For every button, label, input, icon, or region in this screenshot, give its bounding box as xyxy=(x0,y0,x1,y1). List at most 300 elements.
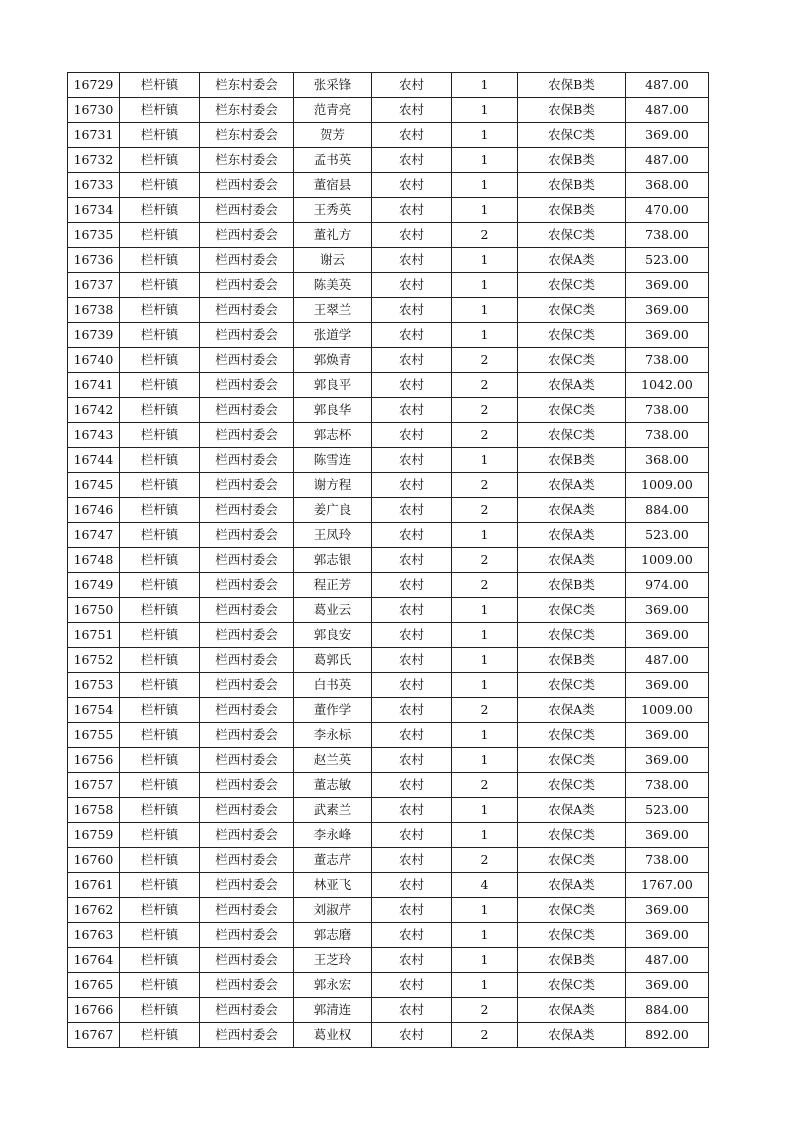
name-cell: 郭良平 xyxy=(294,373,372,398)
insurance-category-cell: 农保C类 xyxy=(518,598,626,623)
amount-cell: 487.00 xyxy=(626,73,709,98)
table-row xyxy=(68,848,709,873)
member-count-cell: 1 xyxy=(452,623,518,648)
table-row xyxy=(68,323,709,348)
household-type-cell: 农村 xyxy=(372,623,452,648)
household-type-cell: 农村 xyxy=(372,823,452,848)
village-committee-cell: 栏西村委会 xyxy=(200,273,294,298)
record-number-cell: 16737 xyxy=(68,273,120,298)
name-cell: 林亚飞 xyxy=(294,873,372,898)
record-number-cell: 16745 xyxy=(68,473,120,498)
town-cell: 栏杆镇 xyxy=(120,598,200,623)
town-cell: 栏杆镇 xyxy=(120,973,200,998)
record-number-cell: 16760 xyxy=(68,848,120,873)
town-cell: 栏杆镇 xyxy=(120,123,200,148)
table-row xyxy=(68,648,709,673)
member-count-cell: 1 xyxy=(452,73,518,98)
table-row xyxy=(68,973,709,998)
amount-cell: 487.00 xyxy=(626,648,709,673)
record-number-cell: 16738 xyxy=(68,298,120,323)
table-row xyxy=(68,698,709,723)
household-type-cell: 农村 xyxy=(372,123,452,148)
town-cell: 栏杆镇 xyxy=(120,848,200,873)
record-number-cell: 16767 xyxy=(68,1023,120,1048)
name-cell: 谢云 xyxy=(294,248,372,273)
insurance-category-cell: 农保C类 xyxy=(518,298,626,323)
insurance-category-cell: 农保A类 xyxy=(518,998,626,1023)
table-row xyxy=(68,248,709,273)
town-cell: 栏杆镇 xyxy=(120,1023,200,1048)
name-cell: 姜广良 xyxy=(294,498,372,523)
name-cell: 陈美英 xyxy=(294,273,372,298)
amount-cell: 523.00 xyxy=(626,798,709,823)
town-cell: 栏杆镇 xyxy=(120,98,200,123)
amount-cell: 1767.00 xyxy=(626,873,709,898)
town-cell: 栏杆镇 xyxy=(120,573,200,598)
town-cell: 栏杆镇 xyxy=(120,548,200,573)
record-number-cell: 16752 xyxy=(68,648,120,673)
amount-cell: 369.00 xyxy=(626,723,709,748)
insurance-category-cell: 农保B类 xyxy=(518,173,626,198)
amount-cell: 368.00 xyxy=(626,448,709,473)
member-count-cell: 1 xyxy=(452,173,518,198)
record-number-cell: 16732 xyxy=(68,148,120,173)
amount-cell: 368.00 xyxy=(626,173,709,198)
member-count-cell: 1 xyxy=(452,823,518,848)
name-cell: 王凤玲 xyxy=(294,523,372,548)
insurance-category-cell: 农保C类 xyxy=(518,673,626,698)
table-row xyxy=(68,498,709,523)
name-cell: 郭焕青 xyxy=(294,348,372,373)
household-type-cell: 农村 xyxy=(372,598,452,623)
household-type-cell: 农村 xyxy=(372,98,452,123)
amount-cell: 738.00 xyxy=(626,423,709,448)
town-cell: 栏杆镇 xyxy=(120,998,200,1023)
member-count-cell: 2 xyxy=(452,773,518,798)
amount-cell: 369.00 xyxy=(626,823,709,848)
record-number-cell: 16753 xyxy=(68,673,120,698)
name-cell: 董礼方 xyxy=(294,223,372,248)
village-committee-cell: 栏西村委会 xyxy=(200,548,294,573)
record-number-cell: 16730 xyxy=(68,98,120,123)
town-cell: 栏杆镇 xyxy=(120,223,200,248)
table-row xyxy=(68,148,709,173)
insurance-category-cell: 农保C类 xyxy=(518,323,626,348)
insurance-category-cell: 农保C类 xyxy=(518,748,626,773)
record-number-cell: 16751 xyxy=(68,623,120,648)
table-row xyxy=(68,448,709,473)
town-cell: 栏杆镇 xyxy=(120,323,200,348)
insurance-category-cell: 农保C类 xyxy=(518,723,626,748)
amount-cell: 369.00 xyxy=(626,973,709,998)
insurance-category-cell: 农保A类 xyxy=(518,798,626,823)
insurance-category-cell: 农保B类 xyxy=(518,448,626,473)
name-cell: 郭志银 xyxy=(294,548,372,573)
village-committee-cell: 栏西村委会 xyxy=(200,648,294,673)
record-number-cell: 16766 xyxy=(68,998,120,1023)
member-count-cell: 1 xyxy=(452,323,518,348)
name-cell: 董志芹 xyxy=(294,848,372,873)
town-cell: 栏杆镇 xyxy=(120,173,200,198)
village-committee-cell: 栏西村委会 xyxy=(200,848,294,873)
name-cell: 武素兰 xyxy=(294,798,372,823)
member-count-cell: 1 xyxy=(452,948,518,973)
household-type-cell: 农村 xyxy=(372,698,452,723)
village-committee-cell: 栏西村委会 xyxy=(200,723,294,748)
amount-cell: 1042.00 xyxy=(626,373,709,398)
amount-cell: 369.00 xyxy=(626,273,709,298)
amount-cell: 884.00 xyxy=(626,998,709,1023)
record-number-cell: 16755 xyxy=(68,723,120,748)
insurance-category-cell: 农保C类 xyxy=(518,923,626,948)
town-cell: 栏杆镇 xyxy=(120,748,200,773)
table-row xyxy=(68,273,709,298)
table-row xyxy=(68,523,709,548)
town-cell: 栏杆镇 xyxy=(120,373,200,398)
town-cell: 栏杆镇 xyxy=(120,498,200,523)
member-count-cell: 1 xyxy=(452,673,518,698)
table-row xyxy=(68,723,709,748)
record-number-cell: 16743 xyxy=(68,423,120,448)
table-row xyxy=(68,548,709,573)
member-count-cell: 1 xyxy=(452,973,518,998)
household-type-cell: 农村 xyxy=(372,848,452,873)
record-number-cell: 16747 xyxy=(68,523,120,548)
member-count-cell: 1 xyxy=(452,523,518,548)
amount-cell: 523.00 xyxy=(626,523,709,548)
household-type-cell: 农村 xyxy=(372,223,452,248)
amount-cell: 738.00 xyxy=(626,773,709,798)
town-cell: 栏杆镇 xyxy=(120,73,200,98)
household-type-cell: 农村 xyxy=(372,873,452,898)
table-row xyxy=(68,198,709,223)
member-count-cell: 2 xyxy=(452,373,518,398)
town-cell: 栏杆镇 xyxy=(120,923,200,948)
name-cell: 李永峰 xyxy=(294,823,372,848)
village-committee-cell: 栏西村委会 xyxy=(200,448,294,473)
amount-cell: 369.00 xyxy=(626,323,709,348)
insurance-category-cell: 农保C类 xyxy=(518,823,626,848)
insurance-category-cell: 农保C类 xyxy=(518,423,626,448)
household-type-cell: 农村 xyxy=(372,523,452,548)
member-count-cell: 4 xyxy=(452,873,518,898)
household-type-cell: 农村 xyxy=(372,173,452,198)
record-number-cell: 16754 xyxy=(68,698,120,723)
household-type-cell: 农村 xyxy=(372,498,452,523)
household-type-cell: 农村 xyxy=(372,273,452,298)
household-type-cell: 农村 xyxy=(372,798,452,823)
town-cell: 栏杆镇 xyxy=(120,648,200,673)
village-committee-cell: 栏东村委会 xyxy=(200,148,294,173)
household-type-cell: 农村 xyxy=(372,148,452,173)
household-type-cell: 农村 xyxy=(372,898,452,923)
insurance-category-cell: 农保C类 xyxy=(518,348,626,373)
household-type-cell: 农村 xyxy=(372,573,452,598)
household-type-cell: 农村 xyxy=(372,473,452,498)
amount-cell: 487.00 xyxy=(626,148,709,173)
amount-cell: 369.00 xyxy=(626,898,709,923)
record-number-cell: 16756 xyxy=(68,748,120,773)
name-cell: 李永标 xyxy=(294,723,372,748)
amount-cell: 738.00 xyxy=(626,223,709,248)
town-cell: 栏杆镇 xyxy=(120,823,200,848)
household-type-cell: 农村 xyxy=(372,198,452,223)
village-committee-cell: 栏西村委会 xyxy=(200,948,294,973)
table-row xyxy=(68,948,709,973)
amount-cell: 369.00 xyxy=(626,673,709,698)
amount-cell: 523.00 xyxy=(626,248,709,273)
village-committee-cell: 栏西村委会 xyxy=(200,998,294,1023)
member-count-cell: 2 xyxy=(452,1023,518,1048)
member-count-cell: 1 xyxy=(452,648,518,673)
town-cell: 栏杆镇 xyxy=(120,623,200,648)
village-committee-cell: 栏西村委会 xyxy=(200,748,294,773)
village-committee-cell: 栏西村委会 xyxy=(200,398,294,423)
record-number-cell: 16749 xyxy=(68,573,120,598)
amount-cell: 369.00 xyxy=(626,748,709,773)
table-row xyxy=(68,473,709,498)
village-committee-cell: 栏西村委会 xyxy=(200,223,294,248)
town-cell: 栏杆镇 xyxy=(120,898,200,923)
member-count-cell: 2 xyxy=(452,698,518,723)
table-row xyxy=(68,673,709,698)
household-type-cell: 农村 xyxy=(372,748,452,773)
insurance-category-cell: 农保C类 xyxy=(518,898,626,923)
member-count-cell: 2 xyxy=(452,998,518,1023)
insurance-category-cell: 农保B类 xyxy=(518,948,626,973)
record-number-cell: 16763 xyxy=(68,923,120,948)
household-type-cell: 农村 xyxy=(372,923,452,948)
member-count-cell: 1 xyxy=(452,98,518,123)
insurance-category-cell: 农保A类 xyxy=(518,473,626,498)
insurance-category-cell: 农保B类 xyxy=(518,198,626,223)
household-type-cell: 农村 xyxy=(372,423,452,448)
household-type-cell: 农村 xyxy=(372,248,452,273)
table-row xyxy=(68,823,709,848)
amount-cell: 470.00 xyxy=(626,198,709,223)
table-row xyxy=(68,223,709,248)
insurance-category-cell: 农保C类 xyxy=(518,223,626,248)
village-committee-cell: 栏西村委会 xyxy=(200,1023,294,1048)
roster-table xyxy=(67,72,709,1048)
village-committee-cell: 栏西村委会 xyxy=(200,773,294,798)
village-committee-cell: 栏西村委会 xyxy=(200,798,294,823)
town-cell: 栏杆镇 xyxy=(120,198,200,223)
village-committee-cell: 栏西村委会 xyxy=(200,823,294,848)
name-cell: 白书英 xyxy=(294,673,372,698)
household-type-cell: 农村 xyxy=(372,998,452,1023)
insurance-category-cell: 农保B类 xyxy=(518,573,626,598)
table-row xyxy=(68,1023,709,1048)
household-type-cell: 农村 xyxy=(372,323,452,348)
town-cell: 栏杆镇 xyxy=(120,873,200,898)
town-cell: 栏杆镇 xyxy=(120,948,200,973)
table-row xyxy=(68,373,709,398)
village-committee-cell: 栏西村委会 xyxy=(200,598,294,623)
name-cell: 葛郭氏 xyxy=(294,648,372,673)
table-row xyxy=(68,298,709,323)
insurance-category-cell: 农保A类 xyxy=(518,498,626,523)
town-cell: 栏杆镇 xyxy=(120,723,200,748)
member-count-cell: 1 xyxy=(452,748,518,773)
town-cell: 栏杆镇 xyxy=(120,248,200,273)
amount-cell: 738.00 xyxy=(626,398,709,423)
member-count-cell: 1 xyxy=(452,148,518,173)
record-number-cell: 16762 xyxy=(68,898,120,923)
village-committee-cell: 栏西村委会 xyxy=(200,923,294,948)
table-row xyxy=(68,398,709,423)
record-number-cell: 16748 xyxy=(68,548,120,573)
amount-cell: 369.00 xyxy=(626,598,709,623)
town-cell: 栏杆镇 xyxy=(120,673,200,698)
name-cell: 赵兰英 xyxy=(294,748,372,773)
table-row xyxy=(68,173,709,198)
member-count-cell: 1 xyxy=(452,598,518,623)
table-row xyxy=(68,773,709,798)
insurance-category-cell: 农保C类 xyxy=(518,623,626,648)
table-row xyxy=(68,998,709,1023)
village-committee-cell: 栏西村委会 xyxy=(200,473,294,498)
amount-cell: 1009.00 xyxy=(626,548,709,573)
insurance-category-cell: 农保B类 xyxy=(518,73,626,98)
household-type-cell: 农村 xyxy=(372,398,452,423)
amount-cell: 369.00 xyxy=(626,298,709,323)
amount-cell: 1009.00 xyxy=(626,698,709,723)
town-cell: 栏杆镇 xyxy=(120,423,200,448)
household-type-cell: 农村 xyxy=(372,648,452,673)
name-cell: 董宿县 xyxy=(294,173,372,198)
name-cell: 王秀英 xyxy=(294,198,372,223)
name-cell: 张采锋 xyxy=(294,73,372,98)
member-count-cell: 1 xyxy=(452,198,518,223)
household-type-cell: 农村 xyxy=(372,298,452,323)
record-number-cell: 16740 xyxy=(68,348,120,373)
village-committee-cell: 栏西村委会 xyxy=(200,248,294,273)
insurance-category-cell: 农保A类 xyxy=(518,248,626,273)
member-count-cell: 1 xyxy=(452,248,518,273)
record-number-cell: 16733 xyxy=(68,173,120,198)
member-count-cell: 2 xyxy=(452,348,518,373)
name-cell: 孟书英 xyxy=(294,148,372,173)
household-type-cell: 农村 xyxy=(372,773,452,798)
amount-cell: 974.00 xyxy=(626,573,709,598)
member-count-cell: 1 xyxy=(452,898,518,923)
member-count-cell: 1 xyxy=(452,798,518,823)
village-committee-cell: 栏西村委会 xyxy=(200,323,294,348)
town-cell: 栏杆镇 xyxy=(120,773,200,798)
household-type-cell: 农村 xyxy=(372,373,452,398)
table-row xyxy=(68,98,709,123)
insurance-category-cell: 农保A类 xyxy=(518,373,626,398)
amount-cell: 892.00 xyxy=(626,1023,709,1048)
village-committee-cell: 栏西村委会 xyxy=(200,498,294,523)
record-number-cell: 16758 xyxy=(68,798,120,823)
household-type-cell: 农村 xyxy=(372,448,452,473)
village-committee-cell: 栏东村委会 xyxy=(200,123,294,148)
name-cell: 葛业云 xyxy=(294,598,372,623)
record-number-cell: 16736 xyxy=(68,248,120,273)
record-number-cell: 16739 xyxy=(68,323,120,348)
record-number-cell: 16764 xyxy=(68,948,120,973)
name-cell: 郭良华 xyxy=(294,398,372,423)
insurance-category-cell: 农保B类 xyxy=(518,148,626,173)
amount-cell: 369.00 xyxy=(626,623,709,648)
village-committee-cell: 栏西村委会 xyxy=(200,423,294,448)
village-committee-cell: 栏东村委会 xyxy=(200,73,294,98)
member-count-cell: 2 xyxy=(452,223,518,248)
insurance-category-cell: 农保A类 xyxy=(518,873,626,898)
member-count-cell: 2 xyxy=(452,473,518,498)
village-committee-cell: 栏西村委会 xyxy=(200,898,294,923)
name-cell: 郭良安 xyxy=(294,623,372,648)
table-row xyxy=(68,898,709,923)
member-count-cell: 1 xyxy=(452,273,518,298)
member-count-cell: 2 xyxy=(452,573,518,598)
village-committee-cell: 栏西村委会 xyxy=(200,573,294,598)
name-cell: 王翠兰 xyxy=(294,298,372,323)
amount-cell: 738.00 xyxy=(626,348,709,373)
table-row xyxy=(68,623,709,648)
record-number-cell: 16729 xyxy=(68,73,120,98)
table-row xyxy=(68,73,709,98)
member-count-cell: 2 xyxy=(452,548,518,573)
village-committee-cell: 栏西村委会 xyxy=(200,623,294,648)
record-number-cell: 16759 xyxy=(68,823,120,848)
village-committee-cell: 栏西村委会 xyxy=(200,673,294,698)
insurance-category-cell: 农保A类 xyxy=(518,523,626,548)
member-count-cell: 2 xyxy=(452,498,518,523)
household-type-cell: 农村 xyxy=(372,973,452,998)
town-cell: 栏杆镇 xyxy=(120,348,200,373)
amount-cell: 487.00 xyxy=(626,98,709,123)
roster-table-body xyxy=(68,73,709,1048)
household-type-cell: 农村 xyxy=(372,673,452,698)
village-committee-cell: 栏西村委会 xyxy=(200,873,294,898)
insurance-category-cell: 农保C类 xyxy=(518,973,626,998)
amount-cell: 884.00 xyxy=(626,498,709,523)
village-committee-cell: 栏西村委会 xyxy=(200,173,294,198)
name-cell: 葛业权 xyxy=(294,1023,372,1048)
insurance-category-cell: 农保B类 xyxy=(518,98,626,123)
name-cell: 王芝玲 xyxy=(294,948,372,973)
amount-cell: 1009.00 xyxy=(626,473,709,498)
name-cell: 郭志杯 xyxy=(294,423,372,448)
record-number-cell: 16735 xyxy=(68,223,120,248)
insurance-category-cell: 农保C类 xyxy=(518,848,626,873)
household-type-cell: 农村 xyxy=(372,723,452,748)
amount-cell: 369.00 xyxy=(626,923,709,948)
insurance-category-cell: 农保A类 xyxy=(518,1023,626,1048)
insurance-category-cell: 农保B类 xyxy=(518,648,626,673)
insurance-category-cell: 农保C类 xyxy=(518,398,626,423)
record-number-cell: 16744 xyxy=(68,448,120,473)
town-cell: 栏杆镇 xyxy=(120,798,200,823)
name-cell: 郭永宏 xyxy=(294,973,372,998)
name-cell: 董作学 xyxy=(294,698,372,723)
member-count-cell: 1 xyxy=(452,123,518,148)
town-cell: 栏杆镇 xyxy=(120,448,200,473)
member-count-cell: 1 xyxy=(452,448,518,473)
table-row xyxy=(68,798,709,823)
household-type-cell: 农村 xyxy=(372,948,452,973)
name-cell: 董志敏 xyxy=(294,773,372,798)
insurance-category-cell: 农保A类 xyxy=(518,698,626,723)
record-number-cell: 16741 xyxy=(68,373,120,398)
village-committee-cell: 栏西村委会 xyxy=(200,348,294,373)
table-row xyxy=(68,123,709,148)
name-cell: 谢方程 xyxy=(294,473,372,498)
member-count-cell: 2 xyxy=(452,848,518,873)
